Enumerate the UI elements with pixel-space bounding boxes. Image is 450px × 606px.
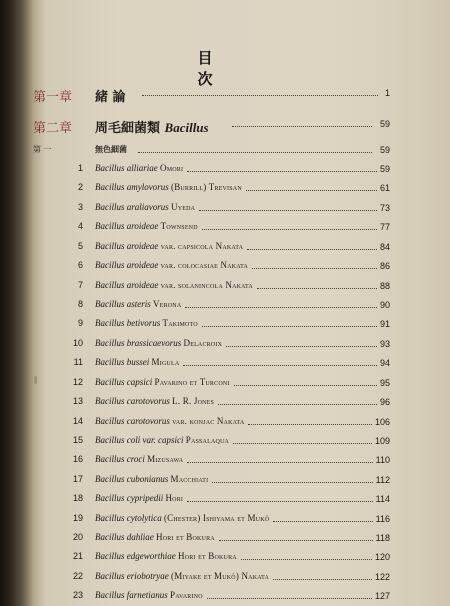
author-name: Delacroix <box>183 337 223 348</box>
page-number: 59 <box>379 119 390 129</box>
chapter-title: 周毛細菌類 Bacillus <box>95 120 209 136</box>
entry-text <box>95 338 222 348</box>
leader-dots <box>202 229 377 231</box>
entry-number: 13 <box>72 396 83 406</box>
toc-entry <box>0 299 450 315</box>
page-number: 93 <box>379 338 390 349</box>
species-name: Bacillus cytolytica <box>95 512 162 523</box>
page-number: 122 <box>374 571 390 582</box>
chapter-number: 第一章 <box>33 90 73 105</box>
chapter-title: 緒 論 <box>95 90 126 105</box>
species-name: Bacillus eriobotryae <box>95 570 169 581</box>
leader-dots <box>233 443 372 445</box>
toc-entry <box>0 590 450 606</box>
leader-dots <box>273 521 373 523</box>
entry-number: 18 <box>72 493 83 504</box>
author-name: Pavarino et Turconi <box>154 376 230 387</box>
page-number: 77 <box>379 222 390 233</box>
author-name: Mizusawa <box>147 454 184 465</box>
species-name: Bacillus aroideae <box>95 221 159 232</box>
species-name: Bacillus coli var. capsici <box>95 434 184 445</box>
leader-dots <box>252 268 377 270</box>
author-name: L. R. Jones <box>172 396 215 406</box>
toc-entry <box>0 571 450 587</box>
entry-text <box>95 532 215 542</box>
chapter-row <box>0 86 450 105</box>
page-number: 114 <box>375 494 390 505</box>
toc-entry <box>0 318 450 334</box>
author-name: Hori <box>165 493 184 504</box>
entry-number: 4 <box>77 221 83 232</box>
leader-dots <box>202 326 377 328</box>
entry-text <box>95 182 242 192</box>
author-name: var. solanincola Nakata <box>160 279 253 290</box>
leader-dots <box>257 288 377 290</box>
page-number: 116 <box>375 513 390 524</box>
toc-entry <box>0 357 450 373</box>
page-number: 88 <box>379 280 390 291</box>
page-number: 86 <box>379 261 390 272</box>
leader-dots <box>247 249 377 251</box>
species-name: Bacillus araliavorus <box>95 201 169 212</box>
page-title: 目 次 <box>197 49 243 88</box>
author-name: Takimoto <box>162 318 198 329</box>
entry-number: 14 <box>72 415 83 426</box>
author-name: (Burrill) Trevisan <box>171 182 242 193</box>
author-name: (Miyake et Mukô) Nakata <box>171 570 270 581</box>
leader-dots <box>185 307 377 309</box>
species-name: Bacillus aroideae <box>95 279 159 290</box>
leader-dots <box>218 404 377 406</box>
page-number: 73 <box>379 202 390 213</box>
entry-text <box>95 571 269 581</box>
page-number: 109 <box>374 435 390 446</box>
entry-number: 8 <box>77 298 83 309</box>
page-number: 84 <box>379 241 390 252</box>
author-name: Macchiati <box>170 473 209 484</box>
toc-entry <box>0 474 450 490</box>
species-name: Bacillus farnetianus <box>95 590 168 601</box>
entry-text <box>95 280 253 290</box>
author-name: Townsend <box>160 221 198 232</box>
entry-number: 22 <box>72 570 83 581</box>
page-number: 59 <box>379 164 390 174</box>
toc-entry <box>0 513 450 529</box>
entry-number: 21 <box>72 551 83 562</box>
page-number: 106 <box>374 416 390 427</box>
leader-dots <box>219 540 373 542</box>
toc-entry <box>0 532 450 548</box>
leader-dots <box>187 501 373 503</box>
species-name: Bacillus aroideae <box>95 240 159 251</box>
leader-dots <box>232 126 372 128</box>
entry-number: 6 <box>77 260 83 271</box>
chapter-row <box>0 117 450 136</box>
entry-text <box>95 357 179 367</box>
author-name: Pavarino <box>170 590 203 601</box>
species-name: Bacillus bussei <box>95 357 150 368</box>
page-number: 61 <box>379 183 390 194</box>
species-name: Bacillus dahliae <box>95 532 154 542</box>
leader-dots <box>273 579 372 581</box>
entry-number: 5 <box>77 240 83 251</box>
toc-entry <box>0 163 450 179</box>
leader-dots <box>187 171 377 173</box>
entry-number: 7 <box>77 279 83 290</box>
author-name: Uyeda <box>171 201 196 212</box>
leader-dots <box>187 462 373 464</box>
species-name: Bacillus amylovorus <box>95 182 169 193</box>
leader-dots <box>212 482 373 484</box>
toc-entry <box>0 260 450 276</box>
entry-text <box>95 260 248 270</box>
page-number: 91 <box>379 319 390 330</box>
entry-number: 11 <box>73 357 83 368</box>
entry-text <box>95 493 183 503</box>
toc-entry <box>0 396 450 412</box>
entry-number: 3 <box>77 201 83 212</box>
author-name: Passalaqua <box>185 434 230 445</box>
toc-entry <box>0 416 450 432</box>
toc-entry <box>0 454 450 470</box>
page-number: 94 <box>379 358 390 369</box>
species-name: Bacillus carotovorus <box>95 415 170 426</box>
species-name: Bacillus aroideae <box>95 260 159 271</box>
toc-entry <box>0 435 450 451</box>
entry-text <box>95 377 230 387</box>
page-number: 90 <box>379 299 390 310</box>
toc-entry <box>0 241 450 257</box>
section-title: 無色細菌 <box>95 145 127 154</box>
author-name: Migula <box>151 357 180 368</box>
toc-entry <box>0 280 450 296</box>
leader-dots <box>142 95 378 97</box>
page-number: 112 <box>375 474 390 485</box>
entry-text <box>95 435 229 445</box>
section-number: 第 一 <box>33 145 52 154</box>
entry-text <box>95 241 243 251</box>
entry-text <box>95 551 237 561</box>
species-name: Bacillus cubonianus <box>95 473 169 484</box>
entry-number: 12 <box>72 376 83 387</box>
entry-number: 9 <box>77 318 83 329</box>
author-name: (Chester) Ishiyama et Mukô <box>163 512 270 523</box>
toc-entry <box>0 202 450 218</box>
entry-text <box>95 202 195 212</box>
species-name: Bacillus alliariae <box>95 163 158 173</box>
author-name: Omori <box>160 163 184 173</box>
page-number: 96 <box>379 397 390 407</box>
species-name: Bacillus carotovorus <box>95 396 170 406</box>
toc-entry <box>0 221 450 237</box>
entry-number: 10 <box>72 337 83 348</box>
page-number: 1 <box>384 88 390 98</box>
page-number: 118 <box>375 533 390 543</box>
entry-text <box>95 163 183 173</box>
toc-entry <box>0 377 450 393</box>
leader-dots <box>241 559 372 561</box>
species-name: Bacillus capsici <box>95 376 153 387</box>
author-name: var. capsicola Nakata <box>160 240 244 251</box>
author-name: Verona <box>153 298 182 309</box>
author-name: Hori et Bokura <box>178 551 237 562</box>
leader-dots <box>234 385 377 387</box>
leader-dots <box>138 152 372 154</box>
entry-text <box>95 590 203 600</box>
leader-dots <box>246 190 377 192</box>
entry-number: 2 <box>77 182 83 193</box>
author-name: var. colocasiae Nakata <box>160 260 249 271</box>
species-name: Bacillus betivorus <box>95 318 161 329</box>
species-name: Bacillus asteris <box>95 298 151 309</box>
entry-number: 20 <box>72 532 83 542</box>
leader-dots <box>199 210 377 212</box>
page-number: 120 <box>374 552 390 563</box>
species-name: Bacillus croci <box>95 454 145 465</box>
entry-text <box>95 318 198 328</box>
toc-entry <box>0 493 450 509</box>
leader-dots <box>226 346 377 348</box>
page-number: 110 <box>375 455 390 466</box>
entry-text <box>95 513 269 523</box>
entry-text <box>95 299 181 309</box>
page-number: 95 <box>379 377 390 388</box>
section-row <box>0 144 450 160</box>
entry-text <box>95 396 214 406</box>
entry-number: 19 <box>72 512 83 523</box>
author-name: var. konjac Nakata <box>172 415 245 426</box>
entry-number: 15 <box>72 434 83 445</box>
author-name: Hori et Bokura <box>156 532 215 542</box>
toc-entry <box>0 182 450 198</box>
toc-entry <box>0 551 450 567</box>
entry-text <box>95 416 244 426</box>
chapter-number: 第二章 <box>33 121 73 136</box>
page-number: 59 <box>379 145 390 155</box>
species-name: Bacillus brassicaevorus <box>95 337 182 348</box>
entry-number: 23 <box>72 590 83 601</box>
entry-number: 16 <box>72 454 83 465</box>
entry-text <box>95 221 198 231</box>
page-number: 127 <box>374 591 390 602</box>
species-name: Bacillus cypripedii <box>95 493 164 504</box>
entry-text <box>95 474 208 484</box>
species-name: Bacillus edgeworthiae <box>95 551 176 562</box>
entry-number: 17 <box>72 473 83 484</box>
entry-number: 1 <box>77 163 83 173</box>
entry-text <box>95 454 183 464</box>
leader-dots <box>248 424 372 426</box>
leader-dots <box>183 365 377 367</box>
toc-entry <box>0 338 450 354</box>
